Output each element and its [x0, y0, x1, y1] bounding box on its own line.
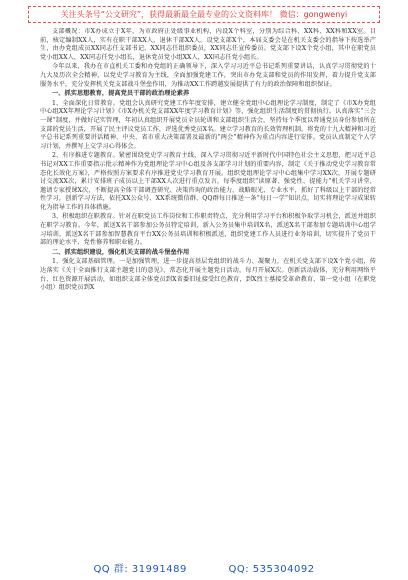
body-paragraph: 今年以来，我办在市直机关工委和办党组的正确领导下，深入学习习近平总书记系列重要讲话，认真学习贯彻党的十九大及历次全会精神，以党史学习教育为主线，全面加强党建工作，突出市办党支部和党员的作用发挥，着力提升党支部服务水平，充分发挥机关党支部战斗堡垒作用，为推动XX工作跨越发展提供了有力的政治保障和组织保证。 — [40, 63, 376, 88]
body-paragraph: 支部概况：市X办成立于X年，为市政府正处级事业机构，内设X个科室，分别为综合科、XX科、XX科和XX室。目前，核定编制XX人，实有在职干部XX人，退休干部XX人。设党支部X个，本届支委会是在机关支委会的指导下按选举产生，由办党组成员XX同志任支部书记，XX同志任组织委员，XX同志任宣传委员。党支部下设X个党小组，其中在职党员党小组XX人，XX同志任党小组长，退休党员党小组XX人，XX同志任党小组长。 — [40, 28, 376, 61]
section-heading: 二、抓实组织建设，强化机关支部的战斗堡垒作用 — [52, 248, 190, 256]
qq-group-label: QQ 群: 31991489 — [93, 564, 187, 575]
footer-contacts — [0, 563, 408, 576]
body-paragraph: 3、积极组织在职教育。针对在职党员工作岗位和工作职责特点，充分利用学习平台和积极争取学习机会，派送并组织在职学习教育。今年，派送X名干部参加公务员特定培训，新入公务员集中培训X名，派送X名干部参加专题培训中心组学习培训，派送X名干部参加智慧教育平台XX公务员培训和积极派送，组织党建工作人员进行业务培训，切实提升了党员干部的理论水平、党性修养和职业能力。 — [40, 213, 376, 247]
body-paragraph: 2、有序推进专题教育。紧密围绕党史学习教育主线，深入学习贯彻习近平新时代中国特色社会主义思想，把习近平总书记对XX工作重要指示批示精神作为党组理论学习中心组及各支部学习计划的重要内容，制定《关于推动党史学习教育常态化长效化方案》，严格按照方案要求有序推进党史学习教育开展。组织党组理论学习中心组集中学习XX次，开展专题研讨交流XX次，累计安排班子成员以上干部XX人次进行重点发言，每季度组织“读原著、强党性、提能力”机关学习讲堂，邀请专家授课X次，不断提高全体干部调查研究、决策咨询的政治能力，战略眼光、专业水平，抓好了科级以上干部的经常性学习，创新学习方法，依托XX公众号、XX系统微信群、QQ群每日推送一条“每日一学”知识点，切实将理论学习成果转化为指导工作的具体措施。 — [40, 152, 376, 211]
section-heading: 一、抓实思想教育，提高党员干部的政治理论素养 — [52, 90, 190, 98]
banner-wechat: 微信：gongwenyi — [279, 10, 348, 19]
document-body — [40, 28, 376, 558]
banner-text: 关注头条号“公文研究”，获得最新最全最专业的公文资料库！ — [60, 10, 278, 19]
qq-label: QQ: 535304092 — [228, 564, 315, 575]
body-paragraph: 1、全面深化日常教育。党组会认真研究党建工作年度安排，建立健全党组中心组理论学习制度，制定了《市X办党组中心组XX年理论学习计划》《市X办机关党支部XX年度学习教育计划》等，强化组织生活制度的贯彻执行。认真落实“三会一课”制度，并做好记实管理，年初认真组织开展党员全员轮训和支部组织生活会，坚持每个季度以普通党员身份参加所在支部的党员生活，开展了民主评议党员工作，评选优秀党员X名。建立学习教育的长效管理机制，将党的十九大精神和习近平总书记系列重要讲话精神、中央、省市重大决策部署及最新的“两会”精神作为重点内容进行安排。党员认真制定个人学习计划，并撰写上交学习心得体会。 — [40, 99, 376, 150]
body-paragraph: 1、强化支部基础管理。一是加强管理，进一步提高基层党组织的战斗力、凝聚力，在机关党支部下设X个党小组，传达落实《关于全面推行支部主题党日的意见》，常态化开展主题党日活动，每月开展X次。创新活动载体，充分利用网络平台、红色资源开展活动，如组织支部全体党员到X省委旧址接受红色教育，到X烈士墓接受革命教育，第一党小组（在职党小组）组织党员到X — [40, 258, 376, 292]
header-banner — [28, 6, 380, 23]
